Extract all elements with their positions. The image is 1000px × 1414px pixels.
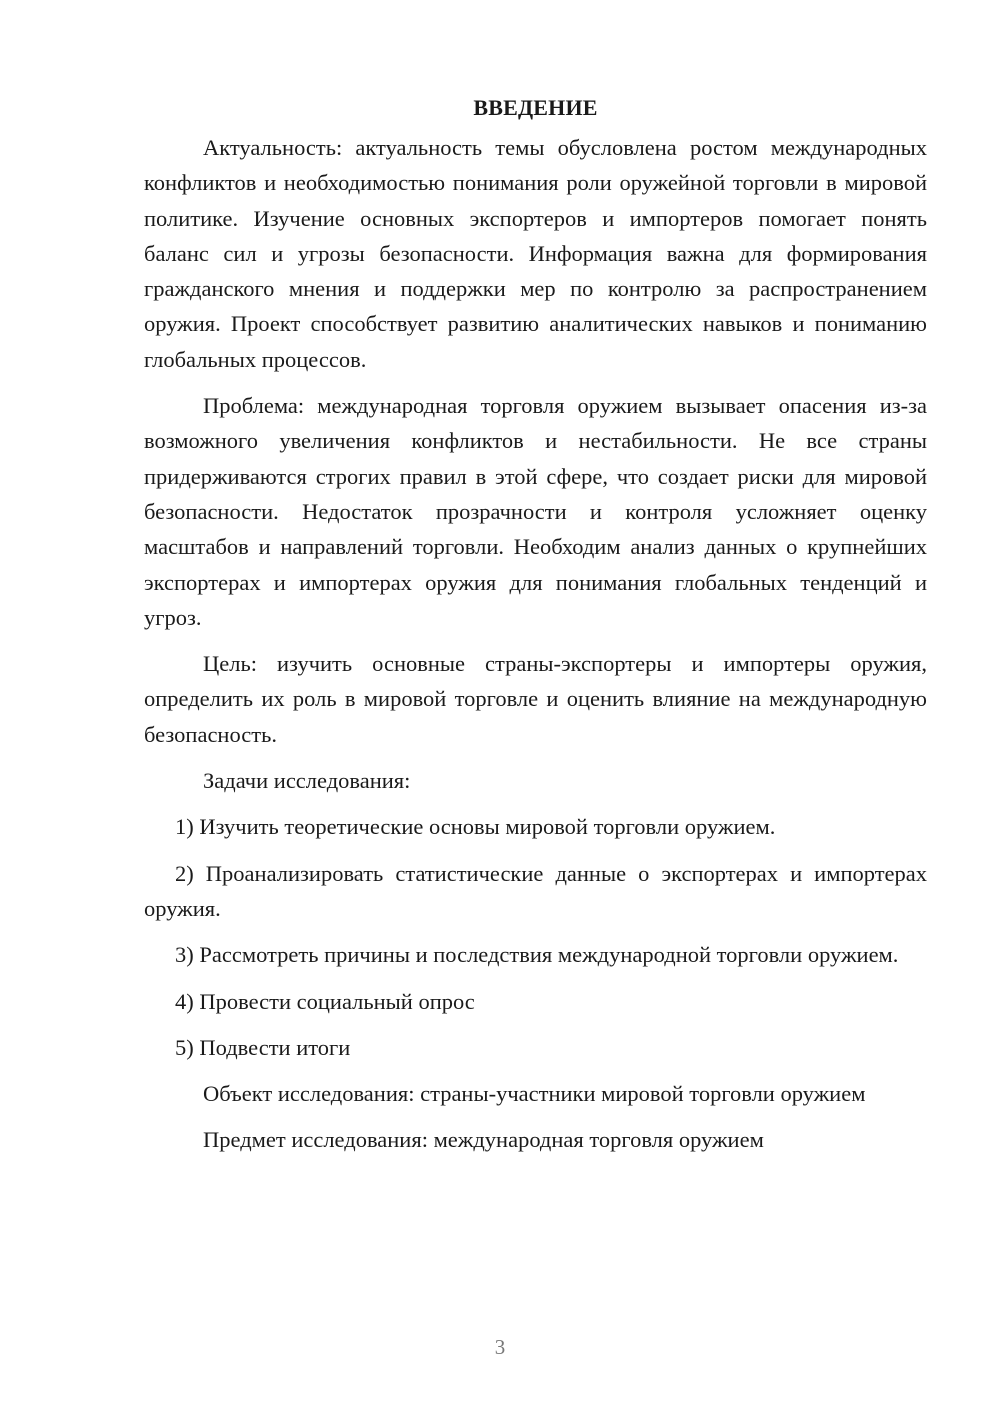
relevance-paragraph: Актуальность: актуальность темы обусловлена ростом международных конфликтов и необходимостью понимания роли оружейной торговли в мировой политике. Изучение основных экспортеров и импортеров помогает понять баланс сил и угрозы безопасности. Информация важна для формирования гражданского мнения и поддержки мер по контролю за распространением оружия. Проект способствует развитию аналитических навыков и пониманию глобальных процессов. bbox=[144, 135, 927, 372]
page-number: 3 bbox=[494, 1335, 506, 1359]
task-item-1: 1) Изучить теоретические основы мировой торговли оружием. bbox=[175, 814, 776, 840]
task-item-3: 3) Рассмотреть причины и последствия международной торговли оружием. bbox=[175, 942, 899, 968]
goal-paragraph: Цель: изучить основные страны-экспортеры и импортеры оружия, определить их роль в мировой торговле и оценить влияние на международную безопасность. bbox=[144, 651, 927, 747]
tasks-heading: Задачи исследования: bbox=[203, 768, 411, 794]
object-paragraph: Объект исследования: страны-участники мировой торговли оружием bbox=[203, 1081, 866, 1107]
task-item-4: 4) Провести социальный опрос bbox=[175, 988, 475, 1014]
section-heading: ВВЕДЕНИЕ bbox=[473, 95, 598, 120]
task-item-5: 5) Подвести итоги bbox=[175, 1034, 351, 1060]
document-page bbox=[144, 92, 927, 1169]
subject-paragraph: Предмет исследования: международная торговля оружием bbox=[203, 1127, 764, 1153]
task-item-2: 2) Проанализировать статистические данные о экспортерах и импортерах оружия. bbox=[144, 860, 927, 921]
problem-paragraph: Проблема: международная торговля оружием вызывает опасения из-за возможного увеличения конфликтов и нестабильности. Не все страны придерживаются строгих правил в этой сфере, что создает риски для мировой безопасности. Недостаток прозрачности и контроля усложняет оценку масштабов и направлений торговли. Необходим анализ данных о крупнейших экспортерах и импортерах оружия для понимания глобальных тенденций и угроз. bbox=[144, 393, 927, 630]
